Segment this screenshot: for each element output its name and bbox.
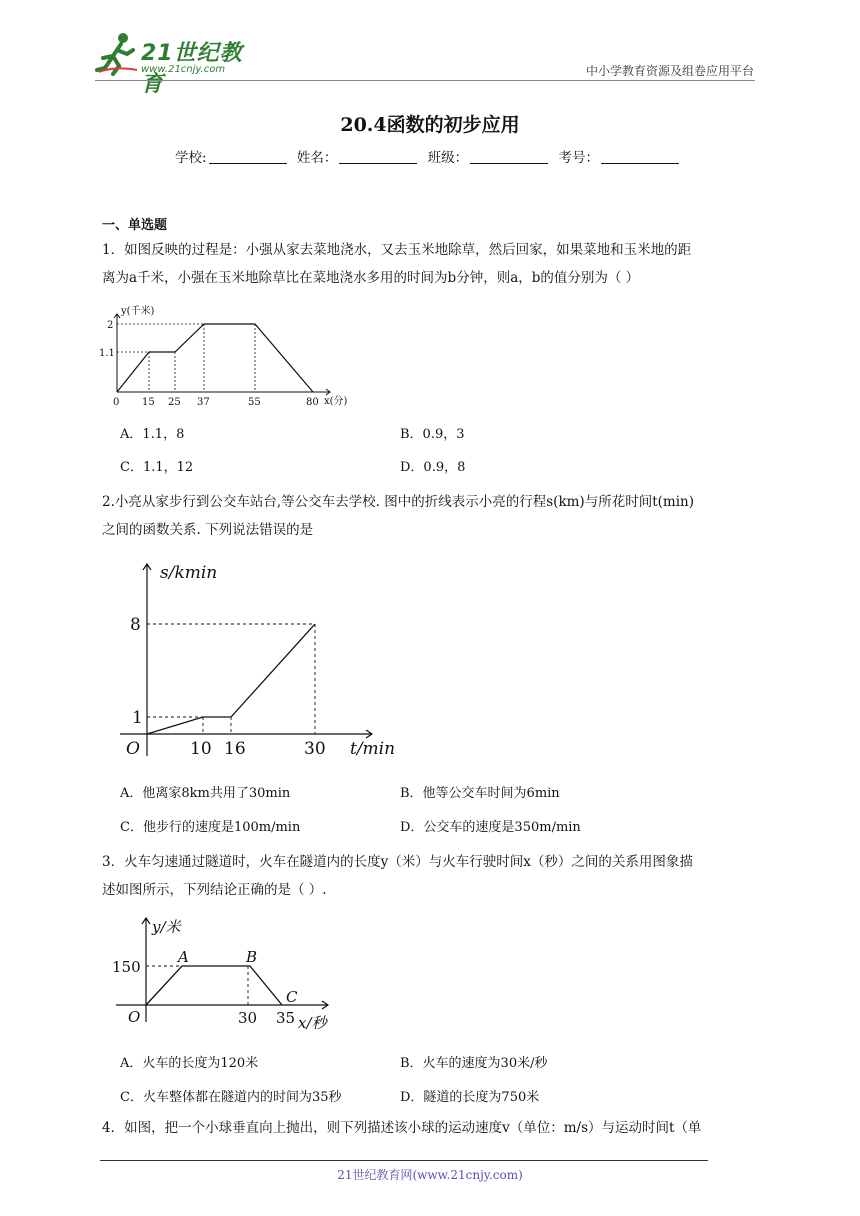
graph-1-xtick-25: 25 [168,397,181,408]
student-info-line [0,146,860,166]
footer-text[interactable]: 21世纪教育网(www.21cnjy.com) [337,1168,523,1182]
question-1-text [102,236,762,292]
question-3-line1: 3．火车匀速通过隧道时，火车在隧道内的长度y（米）与火车行驶时间x（秒）之间的关系用图象描 [102,854,693,870]
graph-2-xlabel: t/min [350,739,396,759]
class-label: 班级： [427,150,469,166]
q1-option-c[interactable]: C．1.1，12 [120,460,194,475]
graph-3-point-a: A [178,948,189,966]
graph-1-xlabel: x(分) [324,396,348,407]
question-4-line1: 4．如图，把一个小球垂直向上抛出，则下列描述该小球的运动速度v（单位：m/s）与运动时间t（单 [102,1120,702,1136]
logo-url: www.21cnjy.com [141,64,226,75]
name-blank[interactable] [339,163,417,164]
q2-option-b[interactable]: B．他等公交车时间为6min [400,786,560,801]
q1-option-b[interactable]: B．0.9，3 [400,427,465,442]
logo-text: 21世纪教育 [141,41,243,97]
graph-1-origin: 0 [113,397,120,408]
graph-1-xtick-55: 55 [248,397,261,408]
graph-2-ytick-8: 8 [130,615,141,635]
header-platform-text: 中小学教育资源及组卷应用平台 [585,64,754,78]
graph-3-xtick-30: 30 [238,1009,258,1027]
graph-3-ylabel: y/米 [152,918,181,936]
exam-blank[interactable] [601,163,679,164]
graph-1-xtick-37: 37 [197,397,210,408]
name-label: 姓名： [296,150,338,166]
graph-1-line [117,324,313,392]
question-3-line2: 述如图所示，下列结论正确的是（ ）. [102,882,327,898]
question-2-line2: 之间的函数关系. 下列说法错误的是 [102,522,314,538]
q3-option-b[interactable]: B．火车的速度为30米/秒 [400,1056,548,1071]
section-title: 一、单选题 [102,218,168,233]
page-title: 20.4函数的初步应用 [340,114,520,136]
q3-option-c[interactable]: C．火车整体都在隧道内的时间为35秒 [120,1090,342,1105]
graph-2-ytick-1: 1 [132,708,143,728]
q1-option-d[interactable]: D．0.9，8 [400,460,466,475]
graph-3-point-c: C [286,988,298,1006]
graph-1-ylabel: y(千米) [121,306,155,317]
question-2-text [102,488,762,544]
graph-3-xtick-35: 35 [276,1009,296,1027]
graph-3-point-b: B [246,948,258,966]
school-label: 学校: [175,150,207,166]
graph-1-ytick-1: 1.1 [99,348,115,359]
runner-logo-icon [95,30,139,76]
graph-2 [110,556,410,766]
graph-1-xtick-80: 80 [306,397,319,408]
graph-3 [110,910,350,1035]
q2-option-a[interactable]: A．他离家8km共用了30min [120,786,291,801]
graph-2-xtick-30: 30 [304,739,326,759]
graph-3-line [146,966,282,1005]
graph-3-origin: O [128,1008,141,1026]
graph-3-xlabel: x/秒 [298,1014,327,1032]
graph-1 [95,302,365,410]
graph-2-xtick-10: 10 [190,739,212,759]
q1-option-a[interactable]: A．1.1，8 [120,427,185,442]
exam-label: 考号： [558,150,599,166]
graph-2-xtick-16: 16 [224,739,246,759]
q3-option-d[interactable]: D．隧道的长度为750米 [400,1090,540,1105]
header-divider [95,80,755,81]
footer-divider [100,1160,708,1161]
logo [95,30,265,97]
question-1-line2: 离为a千米，小强在玉米地除草比在菜地浇水多用的时间为b分钟，则a，b的值分别为（ ） [102,270,640,286]
q2-option-d[interactable]: D．公交车的速度是350m/min [400,820,581,835]
question-3-text [102,848,762,904]
graph-1-ytick-2: 2 [107,320,114,331]
question-1-line1: 1．如图反映的过程是：小强从家去菜地浇水，又去玉米地除草，然后回家，如果菜地和玉米地的距 [102,242,692,258]
q3-option-a[interactable]: A．火车的长度为120米 [120,1056,259,1071]
class-blank[interactable] [470,163,548,164]
graph-2-origin: O [126,739,140,759]
question-2-line1: 2.小亮从家步行到公交车站台,等公交车去学校. 图中的折线表示小亮的行程s(km)与所花时间t(min) [102,494,694,510]
graph-2-ylabel: s/kmin [160,563,218,583]
graph-3-ytick-150: 150 [112,958,141,976]
school-blank[interactable] [209,163,287,164]
question-4-text [102,1114,762,1142]
q2-option-c[interactable]: C．他步行的速度是100m/min [120,820,301,835]
graph-1-xtick-15: 15 [142,397,155,408]
